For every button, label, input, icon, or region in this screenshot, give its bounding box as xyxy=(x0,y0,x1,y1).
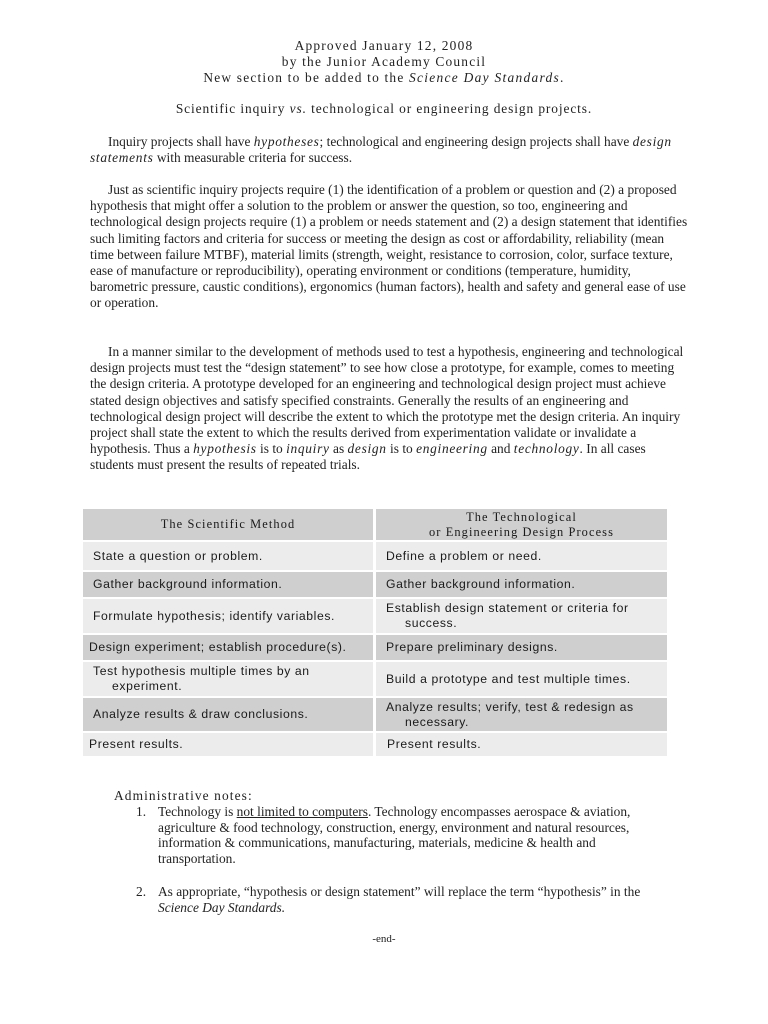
table-row xyxy=(83,635,373,660)
table-header-scientific-method: The Scientific Method xyxy=(83,509,373,540)
p3-text1: In a manner similar to the development of methods used to test a hypothesis, engineering and technological design projects must test the “design statement” to see how close a prototype, for example, comes to meeting the design criteria. A prototype developed for an engineering and technological design project must achieve stated design objectives and satisfy specified constraints. Generally the results of an engineering and technological design project will describe the extent to which the prototype met the design criteria. An inquiry project shall state the extent to which the results derived from experimentation validate or invalidate a hypothesis. Thus a xyxy=(90,344,684,457)
table-row xyxy=(83,572,373,597)
p3-text4: is to xyxy=(386,441,417,457)
table-row xyxy=(376,698,667,731)
section-note-period: . xyxy=(560,70,565,85)
note-underlined-text: not limited to computers xyxy=(236,804,368,819)
header-right-line1: The Technological xyxy=(466,509,577,524)
scientific-step: Formulate hypothesis; identify variables. xyxy=(93,608,336,623)
table-row xyxy=(376,599,667,633)
table-row xyxy=(83,662,373,696)
subtitle-part2: technological or engineering design projects. xyxy=(306,101,593,116)
table-row xyxy=(376,662,667,696)
admin-notes-title: Administrative notes: xyxy=(114,788,253,803)
design-step: Prepare preliminary designs. xyxy=(386,640,558,654)
table-row xyxy=(83,542,373,570)
scientific-step: Gather background information. xyxy=(93,577,283,591)
subtitle-vs: vs. xyxy=(289,101,307,116)
design-step: Analyze results; verify, test & redesign as necessary. xyxy=(386,699,634,729)
paragraph-testing xyxy=(90,344,688,474)
p1-italic2: design statements xyxy=(90,134,672,166)
section-note-text: New section to be added to the xyxy=(203,70,410,85)
section-note xyxy=(0,70,768,86)
table-row xyxy=(376,542,667,570)
scientific-step: Present results. xyxy=(89,737,184,751)
header-right-line2: or Engineering Design Process xyxy=(428,524,615,539)
p3-italic-technology: technology xyxy=(513,441,580,457)
design-step: Gather background information. xyxy=(386,577,576,591)
table-row xyxy=(376,572,667,597)
end-marker: -end- xyxy=(372,933,396,945)
p2-text: Just as scientific inquiry projects require (1) the identification of a problem or question and (2) a proposed hypothesis that might offer a solution to the problem or answer the question, so too, engineering and technological design projects require (1) a problem or needs statement and (2) a design statement that identifies such limiting factors and criteria for success or meeting the design as cost or affordability, reliability (mean time between failure MTBF), material limits (strength, weight, resistance to corrosion, color, surface texture, ease of manufacture or reproducibility), operating environment or conditions (temperature, humidity, barometric pressure, caustic conditions), ergonomics (human factors), health and safety and general ease of use or operation. xyxy=(90,182,688,311)
note-body: As appropriate, “hypothesis or design statement” will replace the term “hypothesis” in the Science Day Standards. xyxy=(158,884,641,915)
p3-italic-hypothesis: hypothesis xyxy=(193,441,257,457)
note-number: 2. xyxy=(136,884,147,899)
table-row xyxy=(376,635,667,660)
p1-text2: ; technological and engineering design projects shall have xyxy=(319,134,633,149)
scientific-step: Design experiment; establish procedure(s). xyxy=(89,640,347,654)
paragraph-hypotheses xyxy=(90,134,688,166)
scientific-step: Test hypothesis multiple times by an experiment. xyxy=(93,664,310,693)
subtitle-part1: Scientific inquiry xyxy=(175,101,290,116)
p3-text6: . In all cases students must present the results of repeated trials. xyxy=(90,441,646,473)
design-step: Present results. xyxy=(387,737,482,751)
p3-italic-engineering: engineering xyxy=(416,441,488,457)
design-step: Establish design statement or criteria for success. xyxy=(386,601,629,630)
comparison-table xyxy=(83,509,667,756)
p3-text3: as xyxy=(329,441,348,457)
design-step: Define a problem or need. xyxy=(386,548,542,563)
scientific-step: State a question or problem. xyxy=(93,548,263,563)
standards-title: Science Day Standards xyxy=(409,70,561,85)
p3-text2: is to xyxy=(256,441,287,457)
table-row xyxy=(83,733,373,756)
note-number: 1. xyxy=(136,804,147,819)
admin-note-2 xyxy=(136,884,656,915)
p1-italic1: hypotheses xyxy=(253,134,320,149)
table-row xyxy=(376,733,667,756)
note-body: Technology is not limited to computers. Technology encompasses aerospace & aviation, agriculture & food technology, construction, energy, environment and natural resources, information & communications, manufacturing, materials, medicine & health and transportation. xyxy=(158,804,631,866)
p3-text5: and xyxy=(487,441,514,457)
note-italic-text: Science Day Standards. xyxy=(158,899,286,915)
scientific-step: Analyze results & draw conclusions. xyxy=(93,707,309,721)
paragraph-requirements xyxy=(90,182,688,312)
document-subtitle xyxy=(0,101,768,117)
p3-italic-inquiry: inquiry xyxy=(286,441,330,457)
p1-text1: Inquiry projects shall have xyxy=(108,134,254,149)
p3-italic-design: design xyxy=(347,441,387,457)
table-row xyxy=(83,599,373,633)
admin-note-1 xyxy=(136,804,656,866)
table-header-design-process xyxy=(376,509,667,540)
p1-text3: with measurable criteria for success. xyxy=(153,150,353,166)
table-row xyxy=(83,698,373,731)
approval-date: Approved January 12, 2008 xyxy=(294,38,474,53)
design-step: Build a prototype and test multiple times. xyxy=(386,671,631,686)
approving-body: by the Junior Academy Council xyxy=(281,54,487,69)
